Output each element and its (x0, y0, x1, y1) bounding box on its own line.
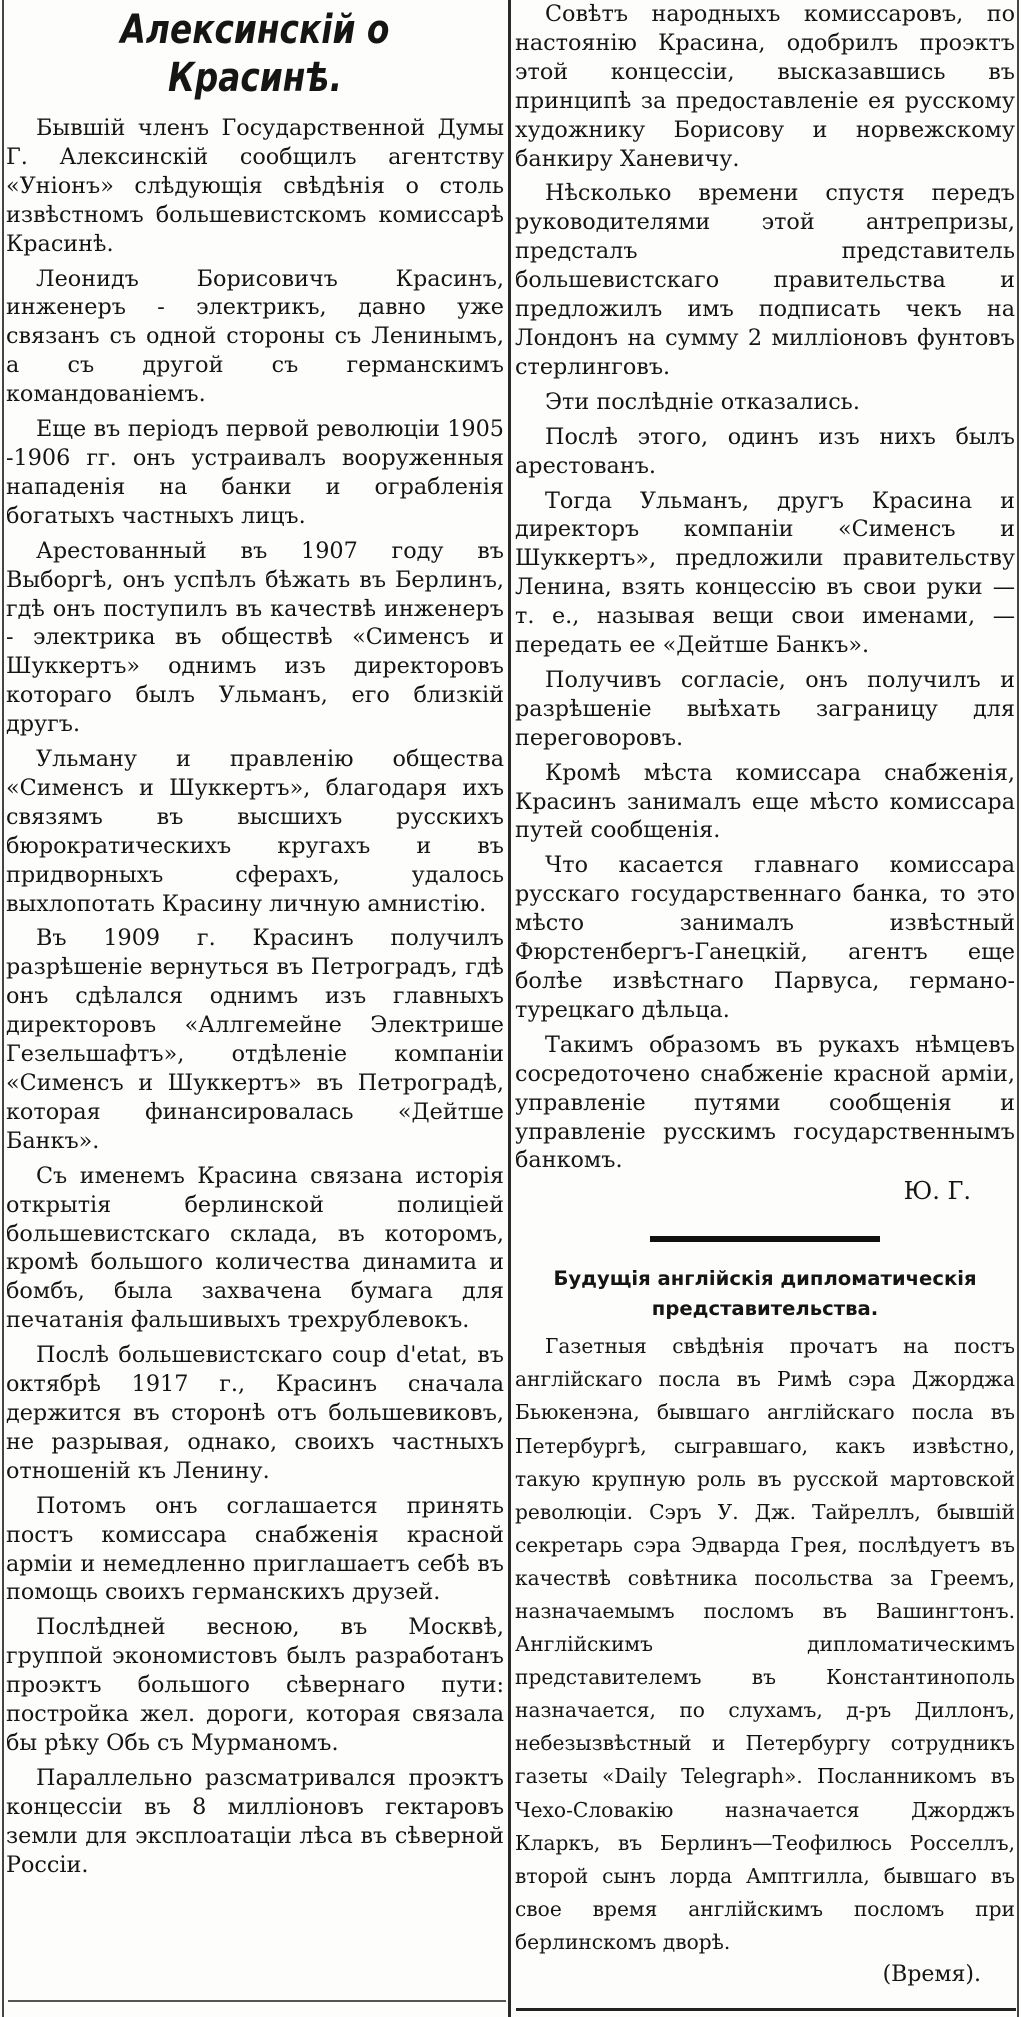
article-body (6, 114, 504, 1879)
author-signature: Ю. Г. (903, 1177, 971, 1206)
right-border-rule (1017, 0, 1019, 2017)
paragraph: Арестованный въ 1907 году въ Выборгѣ, онъ успѣлъ бѣжать въ Берлинъ, гдѣ онъ поступилъ въ качествѣ инженеръ - электрика въ обществѣ «Сименсъ и Шуккертъ» однимъ изъ директоровъ котораго былъ Ульманъ, его близкій другъ. (6, 537, 504, 738)
paragraph: Леонидъ Борисовичъ Красинъ, инженеръ - электрикъ, давно уже связанъ съ одной стороны съ Ленинымъ, а съ другой съ германскимъ командованіемъ. (6, 265, 504, 408)
second-article-title: Будущія англійскія дипломатическія представительства. (553, 1267, 977, 1321)
paragraph: Потомъ онъ соглашается принять постъ комиссара снабженія красной арміи и немедленно приглашаетъ себѣ въ помощь своихъ германскихъ друзей. (6, 1492, 504, 1606)
paragraph: Кромѣ мѣста комиссара снабженія, Красинъ занималъ еще мѣсто комиссара путей сообщенія. (515, 759, 1015, 844)
second-article-body (515, 1330, 1015, 1991)
paragraph: Газетныя свѣдѣнія прочатъ на постъ англійскаго посла въ Римѣ сэра Джорджа Бьюкенэна, бывшаго англійскаго посла въ Петербургѣ, сыгравшаго, какъ извѣстно, такую крупную роль въ русской мартовской революціи. Сэръ У. Дж. Тайреллъ, бывшій секретарь сэра Эдварда Грея, послѣдуетъ въ качествѣ совѣтника посольства за Греемъ, назначаемымъ посломъ въ Вашингтонъ. Англійскимъ дипломатическимъ представителемъ въ Константинополь назначается, по слухамъ, д-ръ Диллонъ, небезызвѣстный и Петербургу сотрудникъ газеты «Daily Telegraph». Посланникомъ въ Чехо-Словакію назначается Джорджъ Кларкъ, въ Берлинъ—Теофилюсь Росселлъ, второй сынъ лорда Амптгилла, бывшаго въ свое время англійскимъ посломъ при берлинскомъ дворѣ. (515, 1334, 1015, 1954)
article-separator (650, 1236, 880, 1242)
paragraph: Послѣ этого, одинъ изъ нихъ былъ арестованъ. (515, 423, 1015, 479)
paragraph: Еще въ періодъ первой революціи 1905 -1906 гг. онъ устраивалъ вооруженныя нападенія на банки и ограбленія богатыхъ частныхъ лицъ. (6, 416, 504, 529)
article-title: Алексинскій о Красинѣ. (120, 7, 390, 101)
paragraph: Что касается главнаго комиссара русскаго государственнаго банка, то это мѣсто занималъ извѣстный Фюрстенбергъ-Ганецкій, агентъ еще болѣе извѣстнаго Парвуса, германо-турецкаго дѣльца. (515, 852, 1015, 1023)
paragraph: Такимъ образомъ въ рукахъ нѣмцевъ сосредоточено снабженіе красной арміи, управленіе путями сообщенія и управленіе русскимъ государственнымъ банкомъ. (515, 1031, 1015, 1174)
paragraph: Получивъ согласіе, онъ получилъ и разрѣшеніе выѣхать заграницу для переговоровъ. (515, 666, 1015, 751)
paragraph: Нѣсколько времени спустя передъ руководителями этой антрепризы, предсталъ представитель большевистскаго правительства и предложилъ имъ подписать чекъ на Лондонъ на сумму 2 милліоновъ фунтовъ стерлинговъ. (515, 180, 1015, 380)
source-credit: (Время). (882, 1962, 981, 1988)
right-column (515, 0, 1015, 2017)
paragraph: Съ именемъ Красина связана исторія открытія берлинской полиціей большевистскаго склада, въ которомъ, кромѣ большого количества динамита и бомбъ, была захвачена бумага для печатанія фальшивыхъ трехрублевокъ. (6, 1162, 504, 1334)
paragraph: Параллельно разсматривался проэктъ концессіи въ 8 милліоновъ гектаровъ земли для эксплоатаціи лѣса въ сѣверной Россіи. (6, 1764, 504, 1878)
column-divider (508, 0, 511, 2017)
paragraph: Тогда Ульманъ, другъ Красина и директоръ компаніи «Сименсъ и Шуккертъ», предложили правительству Ленина, взять концессію въ свои руки — т. е., называя вещи свои именами, — передать ее «Дейтше Банкъ». (515, 487, 1015, 659)
left-column (6, 0, 504, 2017)
paragraph: Послѣдней весною, въ Москвѣ, группой экономистовъ былъ разработанъ проэктъ большого сѣвернаго пути: постройка жел. дороги, которая связала бы рѣку Обь съ Мурманомъ. (6, 1614, 504, 1756)
paragraph: Ульману и правленію общества «Сименсъ и Шуккертъ», благодаря ихъ связямъ въ высшихъ русскихъ бюрократическихъ кругахъ и въ придворныхъ сферахъ, удалось выхлопотать Красину личную амнистію. (6, 746, 504, 917)
paragraph: Послѣ большевистскаго coup d'etat, въ октябрѣ 1917 г., Красинъ сначала держится въ сторонѣ отъ большевиковъ, не разрывая, однако, своихъ частныхъ отношеній къ Ленину. (6, 1342, 504, 1484)
left-border-rule (2, 0, 4, 2017)
article-body-continued (515, 0, 1015, 1206)
paragraph: Бывшій членъ Государственной Думы Г. Алексинскій сообщилъ агентству «Уніонъ» слѣдующія свѣдѣнія о столь извѣстномъ большевистскомъ комиссарѣ Красинѣ. (6, 115, 504, 257)
paragraph: Совѣтъ народныхъ комиссаровъ, по настоянію Красина, одобрилъ проэктъ этой концессіи, высказавшись въ принципѣ за предоставленіе ея русскому художнику Борисову и норвежскому банкиру Ханевичу. (515, 1, 1015, 172)
paragraph: Эти послѣдніе отказались. (545, 388, 860, 415)
paragraph: Въ 1909 г. Красинъ получилъ разрѣшеніе вернуться въ Петроградъ, гдѣ онъ сдѣлался однимъ изъ главныхъ директоровъ «Аллгемейне Электрише Гезельшафтъ», отдѣленіе компаніи «Сименсъ и Шуккертъ» въ Петроградѣ, которая финансировалась «Дейтше Банкъ». (6, 925, 504, 1154)
